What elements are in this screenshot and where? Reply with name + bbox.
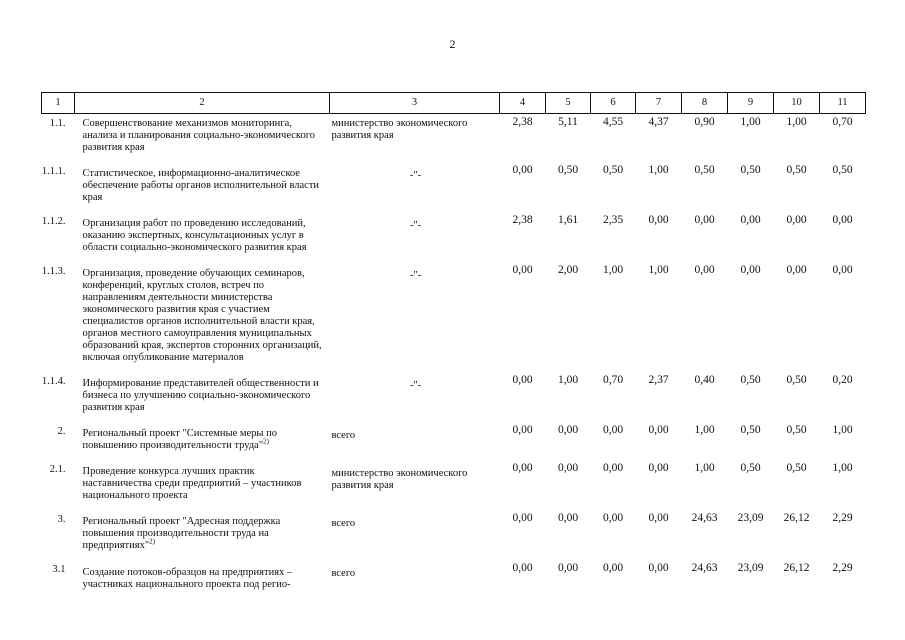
value-cell: 0,00 xyxy=(512,374,533,386)
page-number: 2 xyxy=(449,37,456,51)
table-row xyxy=(42,364,866,414)
value-cell: 0,00 xyxy=(557,562,579,574)
value-cell: 1,00 xyxy=(648,164,669,176)
row-name: Организация работ по проведению исследований, оказанию экспертных, консультационных услуг в области социально-экономического развития края xyxy=(82,218,307,253)
row-number: 1.1.1. xyxy=(41,166,66,177)
row-name-cell xyxy=(75,204,330,254)
table-row xyxy=(42,414,866,452)
footnote-marker: 2) xyxy=(149,537,155,546)
table-row xyxy=(42,552,866,591)
table-row xyxy=(42,502,866,552)
row-name: Организация, проведение обучающих семинаров, конференций, круглых столов, встреч по направлениям деятельности министерства экономического развития края с участием специалистов органов исполнительной власти края, органов местного самоуправления муниципальных образований края, экспертов сторонних организаций, включая опубликование материалов xyxy=(82,268,322,363)
value-cell: 0,50 xyxy=(786,164,807,176)
value-cell: 0,00 xyxy=(512,462,533,474)
value-cell: 0,50 xyxy=(786,462,807,474)
value-cell: 0,00 xyxy=(602,462,624,474)
value-cell: 0,00 xyxy=(694,214,715,226)
value-cell: 0,00 xyxy=(648,462,669,474)
value-cell: 0,00 xyxy=(512,512,533,524)
row-name: Проведение конкурса лучших практик наставничества среди предприятий – участников национального проекта xyxy=(82,466,302,501)
value-cell: 2,35 xyxy=(602,214,624,226)
table-row xyxy=(42,204,866,254)
responsible: всего xyxy=(331,518,356,529)
value-cell: 1,00 xyxy=(557,374,579,386)
value-cell: 2,38 xyxy=(512,116,533,128)
value-cell: 0,00 xyxy=(648,214,669,226)
row-number: 1.1.2. xyxy=(41,216,66,227)
responsible: министерство экономического развития края xyxy=(331,118,468,141)
value-cell: 2,00 xyxy=(557,264,579,276)
value-cell: 0,70 xyxy=(602,374,624,386)
row-name: Создание потоков-образцов на предприятиях – участниках национального проекта под регио- xyxy=(82,567,293,590)
responsible: -"- xyxy=(409,220,422,231)
value-cell: 1,00 xyxy=(740,116,761,128)
row-name: Статистическое, информационно-аналитическое обеспечение работы органов исполнительной власти края xyxy=(82,168,320,203)
header-row xyxy=(42,93,866,114)
row-name: Информирование представителей общественности и бизнеса по улучшению социально-экономического развития края xyxy=(82,378,319,413)
row-number: 1.1. xyxy=(49,118,66,129)
value-cell: 0,50 xyxy=(602,164,624,176)
value-cell: 0,50 xyxy=(694,164,715,176)
value-cell: 0,50 xyxy=(740,374,761,386)
value-cell: 0,40 xyxy=(694,374,715,386)
header-cell: 11 xyxy=(820,93,866,114)
row-name-cell xyxy=(75,502,330,552)
row-name: Региональный проект "Адресная поддержка повышения производительности труда на предприятиях" xyxy=(82,516,281,551)
value-cell: 0,00 xyxy=(648,424,669,436)
value-cell: 0,00 xyxy=(602,512,624,524)
value-cell: 0,90 xyxy=(694,116,715,128)
value-cell: 0,00 xyxy=(602,562,624,574)
value-cell: 1,00 xyxy=(832,462,853,474)
value-cell: 0,00 xyxy=(512,424,533,436)
table-row xyxy=(42,114,866,155)
value-cell: 0,00 xyxy=(740,264,761,276)
value-cell: 0,50 xyxy=(786,374,807,386)
value-cell: 0,50 xyxy=(786,424,807,436)
value-cell: 0,00 xyxy=(512,562,533,574)
value-cell: 0,00 xyxy=(786,214,807,226)
responsible: всего xyxy=(331,430,356,441)
value-cell: 26,12 xyxy=(783,562,810,574)
value-cell: 4,55 xyxy=(602,116,624,128)
row-name-cell xyxy=(75,552,330,591)
row-name-cell xyxy=(75,254,330,364)
value-cell: 0,00 xyxy=(648,512,669,524)
value-cell: 24,63 xyxy=(691,562,718,574)
value-cell: 1,00 xyxy=(694,424,715,436)
row-name-cell xyxy=(75,364,330,414)
value-cell: 0,50 xyxy=(832,164,853,176)
value-cell: 1,00 xyxy=(694,462,715,474)
value-cell: 0,50 xyxy=(740,462,761,474)
row-name: Совершенствование механизмов мониторинга, анализа и планирования социально-экономического развития края xyxy=(82,118,316,153)
value-cell: 0,00 xyxy=(557,462,579,474)
header-cell: 7 xyxy=(636,93,682,114)
value-cell: 1,00 xyxy=(832,424,853,436)
header-cell: 1 xyxy=(42,93,75,114)
value-cell: 0,00 xyxy=(512,164,533,176)
value-cell: 0,00 xyxy=(694,264,715,276)
table-row xyxy=(42,452,866,502)
header-cell: 6 xyxy=(591,93,636,114)
value-cell: 24,63 xyxy=(691,512,718,524)
row-number: 2.1. xyxy=(49,464,66,475)
row-name-cell xyxy=(75,114,330,155)
header-cell: 4 xyxy=(500,93,546,114)
responsible: -"- xyxy=(409,170,422,181)
row-number: 3.1 xyxy=(52,564,66,575)
value-cell: 2,37 xyxy=(648,374,669,386)
row-number: 1.1.4. xyxy=(41,376,66,387)
row-number: 3. xyxy=(57,514,66,525)
value-cell: 0,00 xyxy=(557,424,579,436)
value-cell: 0,00 xyxy=(602,424,624,436)
value-cell: 4,37 xyxy=(648,116,669,128)
value-cell: 0,70 xyxy=(832,116,853,128)
value-cell: 23,09 xyxy=(737,512,764,524)
row-name-cell xyxy=(75,154,330,204)
row-name-cell xyxy=(75,452,330,502)
row-number: 1.1.3. xyxy=(41,266,66,277)
value-cell: 2,38 xyxy=(512,214,533,226)
value-cell: 2,29 xyxy=(832,512,853,524)
value-cell: 23,09 xyxy=(737,562,764,574)
table-row xyxy=(42,254,866,364)
value-cell: 0,00 xyxy=(740,214,761,226)
footnote-marker: 2) xyxy=(263,437,269,446)
responsible: всего xyxy=(331,568,356,579)
value-cell: 0,00 xyxy=(832,214,853,226)
responsible: -"- xyxy=(409,380,422,391)
value-cell: 0,00 xyxy=(557,512,579,524)
value-cell: 2,29 xyxy=(832,562,853,574)
value-cell: 0,20 xyxy=(832,374,853,386)
value-cell: 26,12 xyxy=(783,512,810,524)
value-cell: 1,00 xyxy=(786,116,807,128)
value-cell: 0,00 xyxy=(832,264,853,276)
header-cell: 2 xyxy=(75,93,330,114)
value-cell: 0,00 xyxy=(648,562,669,574)
row-number: 2. xyxy=(57,426,66,437)
header-cell: 3 xyxy=(330,93,500,114)
value-cell: 0,50 xyxy=(740,164,761,176)
row-name: Региональный проект "Системные меры по повышению производительности труда" xyxy=(82,428,277,451)
responsible: министерство экономического развития края xyxy=(331,468,468,491)
header-cell: 10 xyxy=(774,93,820,114)
header-cell: 5 xyxy=(546,93,591,114)
data-table xyxy=(41,92,866,591)
value-cell: 0,00 xyxy=(786,264,807,276)
value-cell: 0,50 xyxy=(740,424,761,436)
value-cell: 1,00 xyxy=(602,264,624,276)
row-name-cell xyxy=(75,414,330,452)
value-cell: 5,11 xyxy=(558,116,578,128)
value-cell: 1,00 xyxy=(648,264,669,276)
responsible: -"- xyxy=(409,270,422,281)
value-cell: 1,61 xyxy=(557,214,579,226)
table-row xyxy=(42,154,866,204)
header-cell: 9 xyxy=(728,93,774,114)
value-cell: 0,50 xyxy=(557,164,579,176)
header-cell: 8 xyxy=(682,93,728,114)
value-cell: 0,00 xyxy=(512,264,533,276)
